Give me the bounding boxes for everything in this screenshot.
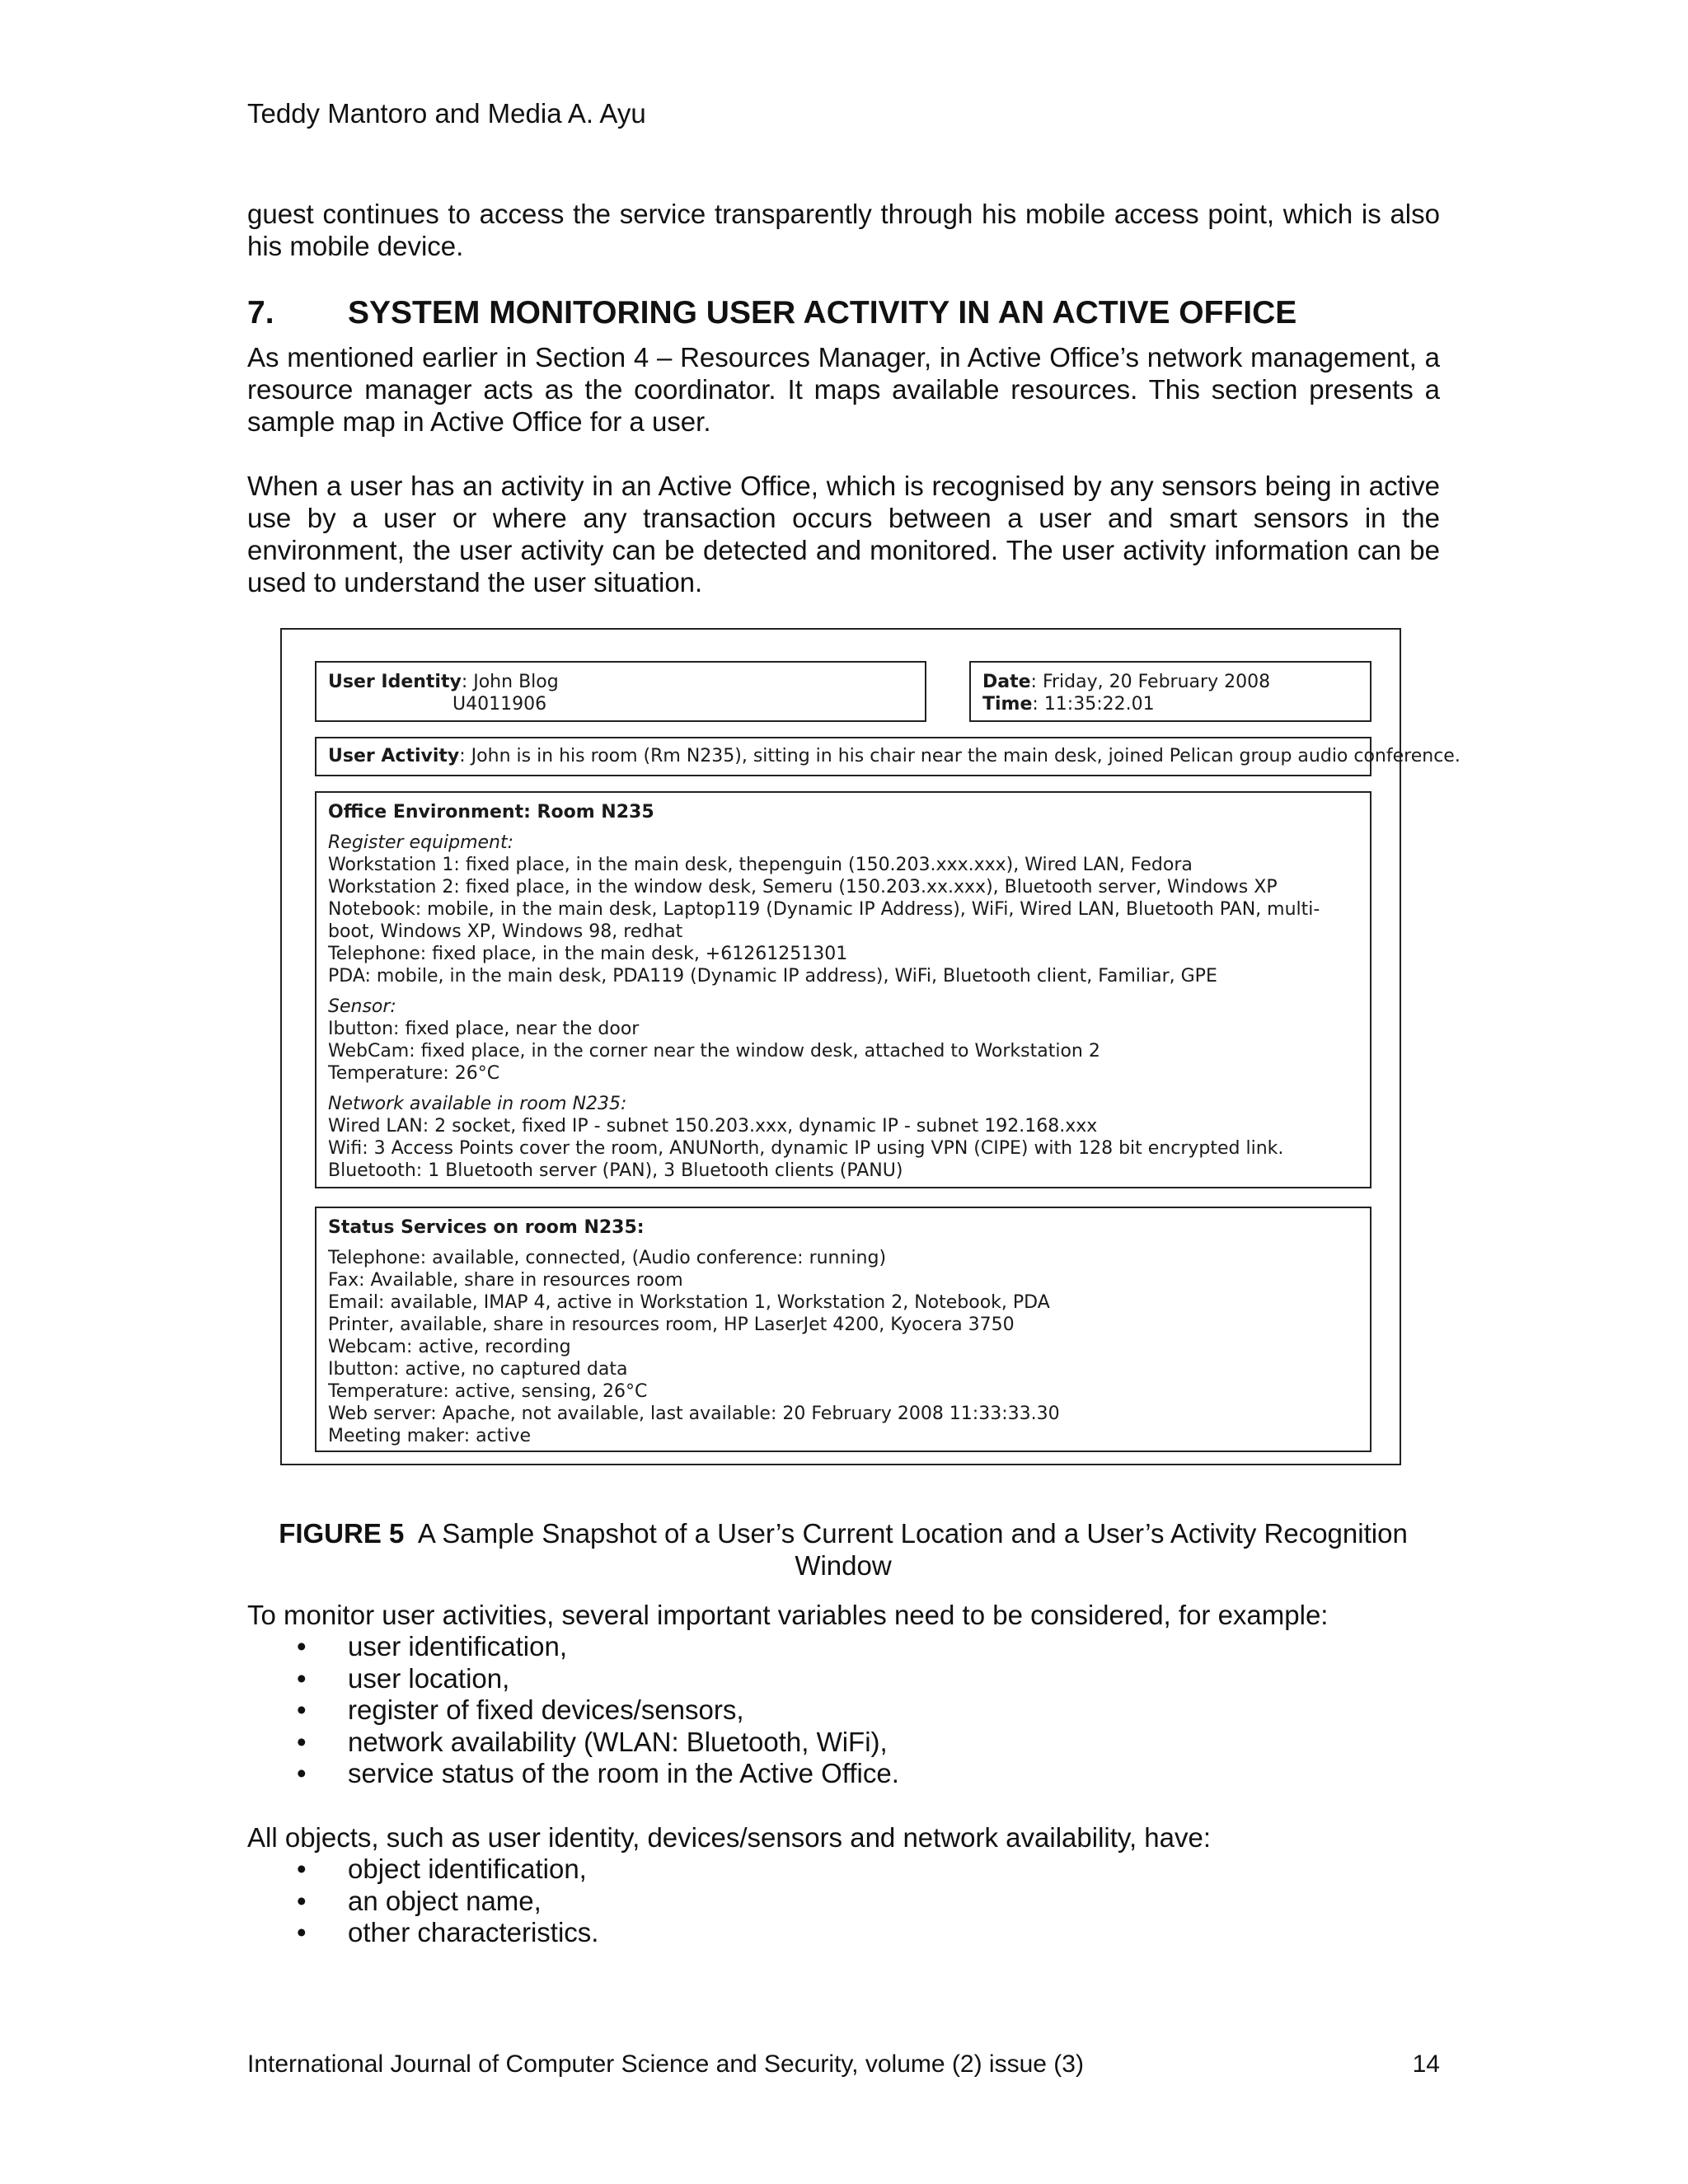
equipment-item: PDA: mobile, in the main desk, PDA119 (Dynamic IP address), WiFi, Bluetooth client, Familiar, GPE <box>328 966 1217 987</box>
equipment-item: Telephone: fixed place, in the main desk, +61261251301 <box>328 944 848 964</box>
page-number: 14 <box>1412 2050 1440 2078</box>
running-header: Teddy Mantoro and Media A. Ayu <box>247 98 646 129</box>
user-activity-box: User Activity: John is in his room (Rm N235), sitting in his chair near the main desk, joined Pelican group audio conference. <box>315 737 1372 776</box>
page-footer <box>247 2049 1440 2080</box>
user-id: U4011906 <box>452 694 547 715</box>
journal-name: International Journal of Computer Science and Security, volume (2) issue (3) <box>247 2050 1084 2078</box>
status-item: Fax: Available, share in resources room <box>328 1270 683 1291</box>
variables-list <box>247 1631 899 1790</box>
objects-intro: All objects, such as user identity, devices/sensors and network availability, have: <box>247 1822 1212 1853</box>
figure-caption-text: A Sample Snapshot of a User’s Current Location and a User’s Activity Recognition Window <box>417 1518 1408 1581</box>
list-item <box>247 1727 899 1759</box>
user-identity-label: User Identity <box>328 672 462 692</box>
list-item-text: user identification, <box>348 1631 567 1661</box>
list-item-text: service status of the room in the Active Office. <box>348 1758 899 1788</box>
date-time-box: Date: Friday, 20 February 2008 Time: 11:35:22.01 <box>969 661 1372 722</box>
time-label: Time <box>982 694 1033 715</box>
equipment-heading: Register equipment: <box>328 832 514 853</box>
status-item: Temperature: active, sensing, 26°C <box>328 1381 648 1402</box>
list-item-text: an object name, <box>348 1885 542 1916</box>
status-item: Web server: Apache, not available, last available: 20 February 2008 11:33:33.30 <box>328 1404 1060 1424</box>
status-item: Telephone: available, connected, (Audio conference: running) <box>328 1248 887 1268</box>
status-item: Meeting maker: active <box>328 1426 532 1446</box>
activity-recognition-figure <box>280 628 1461 1465</box>
bullet-icon: • <box>297 1694 307 1725</box>
status-item: Email: available, IMAP 4, active in Workstation 1, Workstation 2, Notebook, PDA <box>328 1292 1050 1313</box>
section-heading <box>247 293 1296 333</box>
section-number: 7. <box>247 295 274 330</box>
sensor-item: WebCam: fixed place, in the corner near the window desk, attached to Workstation 2 <box>328 1041 1100 1062</box>
user-activity-text: John is in his room (Rm N235), sitting in his chair near the main desk, joined Pelican group audio conference. <box>471 746 1461 766</box>
sensor-heading: Sensor: <box>328 996 396 1017</box>
status-item: Ibutton: active, no captured data <box>328 1359 628 1380</box>
user-activity-label: User Activity <box>328 746 460 766</box>
bullet-icon: • <box>297 1631 307 1661</box>
network-item: Wired LAN: 2 socket, fixed IP - subnet 150.203.xxx, dynamic IP - subnet 192.168.xxx <box>328 1116 1098 1137</box>
list-item-text: register of fixed devices/sensors, <box>348 1694 744 1725</box>
equipment-item: Workstation 2: fixed place, in the window desk, Semeru (150.203.xx.xxx), Bluetooth server, Windows XP <box>328 877 1278 898</box>
list-item <box>247 1917 598 1949</box>
equipment-item: Workstation 1: fixed place, in the main desk, thepenguin (150.203.xxx.xxx), Wired LAN, Fedora <box>328 855 1193 875</box>
figure-label: FIGURE 5 <box>279 1518 405 1549</box>
sensor-item: Ibutton: fixed place, near the door <box>328 1019 640 1039</box>
bullet-icon: • <box>297 1885 307 1916</box>
network-item: Wifi: 3 Access Points cover the room, ANUNorth, dynamic IP using VPN (CIPE) with 128 bit encrypted link. <box>328 1138 1284 1159</box>
status-services-box <box>315 1207 1372 1452</box>
network-heading: Network available in room N235: <box>328 1094 627 1114</box>
status-title: Status Services on room N235: <box>328 1217 645 1238</box>
list-item <box>247 1758 899 1790</box>
sensor-item: Temperature: 26°C <box>328 1063 500 1084</box>
intro-paragraph: guest continues to access the service transparently through his mobile access point, which is also his mobile device. <box>247 199 1440 261</box>
list-item-text: network availability (WLAN: Bluetooth, WiFi), <box>348 1726 888 1757</box>
list-item <box>247 1663 899 1695</box>
bullet-icon: • <box>297 1854 307 1884</box>
status-item: Printer, available, share in resources room, HP LaserJet 4200, Kyocera 3750 <box>328 1315 1015 1335</box>
environment-title: Office Environment: Room N235 <box>328 802 654 823</box>
bullet-icon: • <box>297 1758 307 1788</box>
user-name: John Blog <box>473 672 559 692</box>
list-item-text: object identification, <box>348 1854 587 1884</box>
list-item <box>247 1886 598 1918</box>
objects-list <box>247 1854 598 1949</box>
office-environment-box <box>315 791 1372 1188</box>
section-paragraph-1: As mentioned earlier in Section 4 – Resources Manager, in Active Office’s network management, a resource manager acts as the coordinator. It maps available resources. This section presents a sample map in Active Office for a user. <box>247 342 1440 437</box>
list-item <box>247 1854 598 1886</box>
section-paragraph-2: When a user has an activity in an Active Office, which is recognised by any sensors being in active use by a user or where any transaction occurs between a user and smart sensors in the environment, the user activity can be detected and monitored. The user activity information can be used to understand the user situation. <box>247 471 1440 598</box>
section-title: SYSTEM MONITORING USER ACTIVITY IN AN ACTIVE OFFICE <box>348 295 1297 330</box>
time-value: 11:35:22.01 <box>1043 694 1155 715</box>
status-item: Webcam: active, recording <box>328 1337 571 1357</box>
list-item-text: user location, <box>348 1662 510 1694</box>
network-item: Bluetooth: 1 Bluetooth server (PAN), 3 Bluetooth clients (PANU) <box>328 1160 903 1181</box>
list-item <box>247 1631 899 1663</box>
date-value: Friday, 20 February 2008 <box>1042 672 1271 692</box>
bullet-icon: • <box>297 1917 307 1947</box>
date-label: Date <box>982 672 1031 692</box>
equipment-item: Notebook: mobile, in the main desk, Laptop119 (Dynamic IP Address), WiFi, Wired LAN, Bluetooth PAN, multi-boot, Windows XP, Windows 98, redhat <box>328 899 1320 942</box>
list-item <box>247 1694 899 1727</box>
bullet-icon: • <box>297 1726 307 1757</box>
user-identity-box: User Identity: John Blog U4011906 <box>315 661 926 722</box>
bullet-icon: • <box>297 1662 307 1694</box>
variables-intro: To monitor user activities, several important variables need to be considered, for example: <box>247 1600 1329 1630</box>
list-item-text: other characteristics. <box>348 1917 599 1947</box>
figure-caption <box>264 1517 1423 1582</box>
